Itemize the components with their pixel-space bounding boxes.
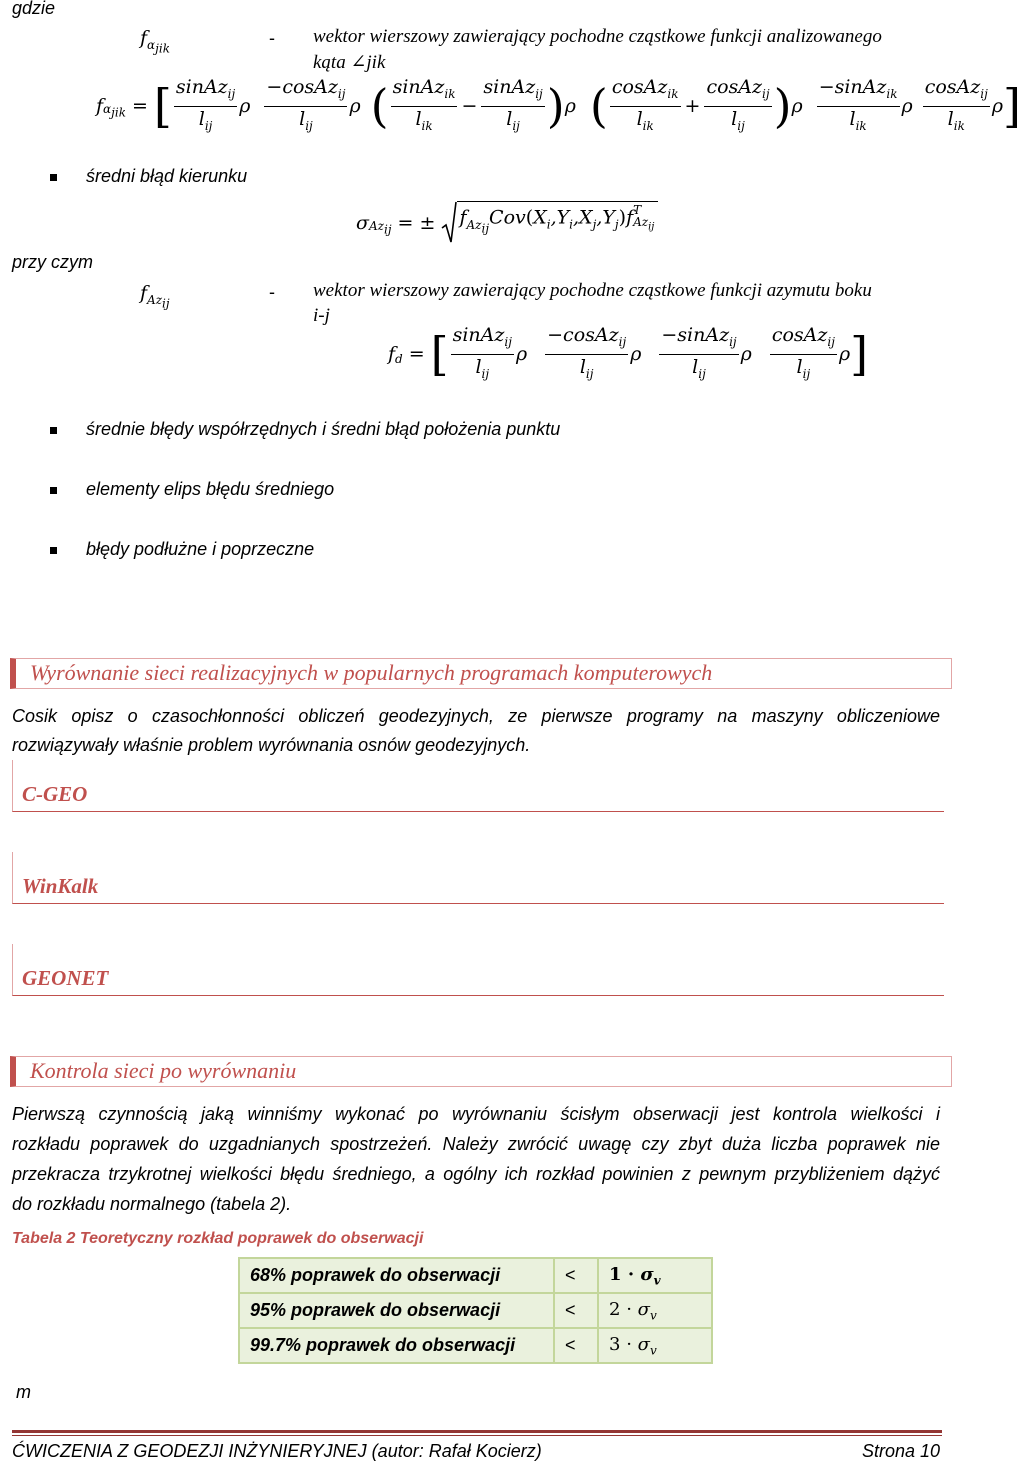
bullet-azimuth-error: średni błąd kierunku bbox=[86, 166, 248, 186]
footer-title: ĆWICZENIA Z GEODEZJI INŻYNIERYJNEJ (autor: Rafał Kocierz) bbox=[12, 1441, 542, 1461]
section-heading: Kontrola sieci po wyrównaniu bbox=[30, 1058, 297, 1083]
bullet-marker bbox=[50, 487, 57, 494]
bullet-item: błędy podłużne i poprzeczne bbox=[86, 539, 315, 559]
f-alpha-symbol: $f_{\alpha_{jik}}$ bbox=[140, 27, 170, 56]
section-heading: Wyrównanie sieci realizacyjnych w popularnych programach komputerowych bbox=[30, 660, 713, 685]
table-cell-label: 95% poprawek do obserwacji bbox=[239, 1293, 554, 1328]
angle-icon: ∠ bbox=[350, 52, 367, 73]
section-heading-box bbox=[10, 1056, 952, 1087]
bullet-marker bbox=[50, 547, 57, 554]
footer-rule bbox=[12, 1435, 942, 1436]
sqrt-content: $f_{Az_{ij}}Cov(X_i,Y_i,X_j,Y_j)f$ T $Az_{ij}$ bbox=[457, 201, 658, 235]
section1-paragraph: Cosik opisz o czasochłonności obliczeń geodezyjnych, ze pierwsze programy na maszyny obliczeniowe rozwiązywały właśnie problem wyrównania osnów geodezyjnych. bbox=[12, 706, 940, 755]
correction-distribution-table bbox=[238, 1257, 713, 1364]
section-heading-box bbox=[10, 658, 952, 689]
desc-alpha-line1: wektor wierszowy zawierający pochodne cząstkowe funkcji analizowanego bbox=[313, 26, 882, 47]
table-cell-value: $2 \cdot \sigma_v$ bbox=[598, 1293, 712, 1328]
page-number: Strona 10 bbox=[861, 1441, 940, 1461]
sqrt-icon bbox=[441, 200, 457, 246]
desc-az-line2: i-j bbox=[313, 305, 330, 326]
dash: - bbox=[269, 28, 275, 48]
table-row bbox=[239, 1258, 712, 1293]
formula-sigma-az: σ $_{Az_{ij}}$ = ± $f_{Az_{ij}}Cov(X_i,Y_i,X_j,Y_j)f$ T $Az_{ij}$ bbox=[356, 200, 658, 246]
label-przy-czym: przy czym bbox=[12, 252, 93, 272]
subsection-heading-box bbox=[12, 944, 944, 996]
section2-paragraph: Pierwszą czynnością jaką winniśmy wykonać po wyrównaniu ścisłym obserwacji jest kontrola wielkości i rozkładu poprawek do uzgadnianych spostrzeżeń. Należy zwrócić uwagę czy zbyt duża liczba poprawek nie przekracza trzykrotnej wielkości błędu średniego, a ogólny ich rozkład powinien z pewnym przybliżeniem dążyć do rozkładu normalnego (tabela 2). bbox=[12, 1104, 940, 1214]
subsection-heading-box bbox=[12, 760, 944, 812]
table-cell-value: $3 \cdot \sigma_v$ bbox=[598, 1328, 712, 1363]
bullet-marker bbox=[50, 174, 57, 181]
table-cell-op: < bbox=[554, 1258, 598, 1293]
stray-letter: m bbox=[16, 1382, 31, 1402]
label-gdzie: gdzie bbox=[12, 0, 56, 18]
footer-rule bbox=[12, 1430, 942, 1433]
table-cell-op: < bbox=[554, 1328, 598, 1363]
bullet-item: elementy elips błędu średniego bbox=[86, 479, 335, 499]
table-caption: Tabela 2 Teoretyczny rozkład poprawek do obserwacji bbox=[12, 1230, 424, 1247]
subsection-heading: GEONET bbox=[22, 966, 109, 990]
formula-f-d: f $_d$ = [ $\frac{sinAz_{ij}}{l_{ij}}$ ρ $\frac{-cosAz_{ij}}{l_{ij}}$ ρ $\frac{-sinAz_{ij}}{l_{ij}}$ ρ $\frac{cosAz_{ij}}{l_{ij}}$ ρ ] bbox=[388, 323, 869, 381]
table-row bbox=[239, 1293, 712, 1328]
desc-az-line1: wektor wierszowy zawierający pochodne cząstkowe funkcji azymutu boku bbox=[313, 280, 872, 301]
subsection-heading: WinKalk bbox=[22, 874, 99, 898]
bullet-marker bbox=[50, 427, 57, 434]
table-cell-value: $1 \cdot \sigma_v$ bbox=[598, 1258, 712, 1293]
desc-alpha-line2: kąta ∠jik bbox=[313, 52, 386, 73]
subsection-heading: C-GEO bbox=[22, 782, 88, 806]
table-cell-label: 99.7% poprawek do obserwacji bbox=[239, 1328, 554, 1363]
subsection-heading-box bbox=[12, 852, 944, 904]
dash: - bbox=[269, 282, 275, 302]
table-row bbox=[239, 1328, 712, 1363]
formula-f-alpha: f $_{\alpha_{jik}}$ = [ $\frac{sinAz_{ij}}{l_{ij}}$ ρ $\frac{-cosAz_{ij}}{l_{ij}}$ ρ ( $\frac{sinAz_{ik}}{l_{ik}}$ − $\frac{sinAz_{ij}}{l_{ij}}$ ) ρ ( $\frac{cosAz_{ik}}{l_{ik}}$ + $\frac{cosAz_{ij}}{l_{ij}}$ ) ρ $\frac{-sinAz_{ik}}{l_{ik}}$ ρ $\frac{cosAz_{ij}}{l_{ik}}$ ρ ] bbox=[96, 75, 1021, 133]
bullet-item: średnie błędy współrzędnych i średni błąd położenia punktu bbox=[86, 419, 561, 439]
table-cell-op: < bbox=[554, 1293, 598, 1328]
f-az-symbol: $f_{Az_{ij}}$ bbox=[140, 282, 170, 311]
table-cell-label: 68% poprawek do obserwacji bbox=[239, 1258, 554, 1293]
